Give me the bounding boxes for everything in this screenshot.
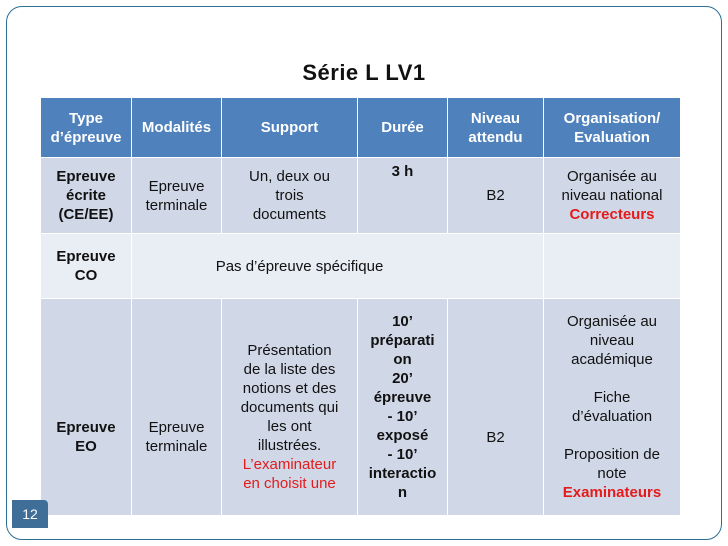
- header-type: [41, 98, 132, 158]
- cell-line: écrite: [65, 187, 107, 204]
- cell-no-test: Pas d’épreuve spécifique: [132, 234, 544, 299]
- cell-line: illustrées.: [257, 437, 322, 454]
- header-organisation-line: Evaluation: [574, 128, 650, 146]
- cell-line: - 10’: [387, 446, 418, 463]
- header-niveau: [448, 98, 544, 158]
- header-niveau-line: Niveau: [470, 109, 521, 127]
- cell-niveau: B2: [448, 299, 544, 516]
- cell-line: académique: [571, 351, 653, 368]
- header-modalites: Modalités: [132, 98, 222, 158]
- cell-line: interactio: [368, 465, 437, 482]
- cell-line: terminale: [145, 196, 208, 214]
- cell-spacer: [548, 369, 676, 388]
- cell-line: documents: [252, 206, 327, 223]
- row-co: [41, 234, 681, 299]
- header-type-line: Type: [69, 109, 103, 127]
- examinateurs-label: Examinateurs: [562, 484, 662, 501]
- cell-line: Un, deux ou: [249, 168, 330, 185]
- cell-line: trois: [275, 187, 304, 204]
- correcteurs-label: Correcteurs: [569, 206, 655, 223]
- cell-line: note: [597, 465, 627, 482]
- header-niveau-line: attendu: [468, 128, 523, 146]
- cell-line: Proposition de: [564, 446, 660, 463]
- cell-line: Epreuve: [148, 419, 205, 436]
- cell-duree: [358, 299, 448, 516]
- cell-line: niveau: [589, 332, 635, 349]
- cell-line: Organisée au: [566, 168, 658, 185]
- cell-line: Epreuve: [56, 168, 116, 185]
- header-duree: Durée: [358, 98, 448, 158]
- cell-line: préparati: [370, 332, 435, 349]
- cell-line: Epreuve: [148, 177, 205, 195]
- row-ecrite: [41, 158, 681, 234]
- cell-line: niveau national: [561, 187, 663, 204]
- cell-modalites: [132, 299, 222, 516]
- cell-line: Organisée au: [566, 313, 658, 330]
- cell-line: on: [393, 351, 412, 368]
- examinateur-note: L’examinateur: [242, 456, 337, 473]
- cell-organisation: [544, 158, 681, 234]
- cell-line: CO: [74, 267, 98, 284]
- cell-line: documents qui: [240, 399, 339, 416]
- cell-type: [41, 299, 132, 516]
- cell-line: de la liste des: [243, 361, 336, 378]
- cell-line: les ont: [267, 418, 312, 435]
- cell-duree: 3 h: [358, 158, 448, 234]
- table-header-row: [41, 98, 681, 158]
- cell-line: épreuve: [373, 389, 432, 406]
- cell-line: exposé: [376, 427, 429, 444]
- header-organisation: [544, 98, 681, 158]
- cell-line: Epreuve: [56, 419, 116, 436]
- cell-line: Fiche: [593, 389, 631, 406]
- cell-empty: [544, 234, 681, 299]
- header-type-line: d’épreuve: [50, 128, 122, 146]
- cell-line: - 10’: [387, 408, 418, 425]
- cell-niveau: B2: [448, 158, 544, 234]
- cell-line: 10’: [392, 313, 413, 330]
- cell-modalites: [132, 158, 222, 234]
- cell-line: terminale: [145, 438, 208, 455]
- header-support: Support: [222, 98, 358, 158]
- cell-line: Epreuve: [56, 248, 116, 265]
- cell-support: [222, 158, 358, 234]
- row-eo: [41, 299, 681, 516]
- header-organisation-line: Organisation/: [563, 109, 661, 127]
- exam-table: [40, 97, 681, 516]
- cell-line: Présentation: [247, 342, 332, 359]
- slide-number: 12: [12, 500, 48, 528]
- cell-line: 20’: [392, 370, 413, 387]
- cell-line: d’évaluation: [571, 408, 653, 425]
- cell-line: EO: [75, 438, 97, 455]
- cell-line: n: [397, 484, 408, 501]
- cell-organisation: [544, 299, 681, 516]
- cell-type: [41, 234, 132, 299]
- cell-spacer: [548, 426, 676, 445]
- examinateur-note: en choisit une: [243, 475, 336, 492]
- cell-line: (CE/EE): [58, 206, 114, 223]
- cell-type: [41, 158, 132, 234]
- cell-support: [222, 299, 358, 516]
- slide-title: Série L LV1: [302, 60, 426, 85]
- cell-line: notions et des: [242, 380, 337, 397]
